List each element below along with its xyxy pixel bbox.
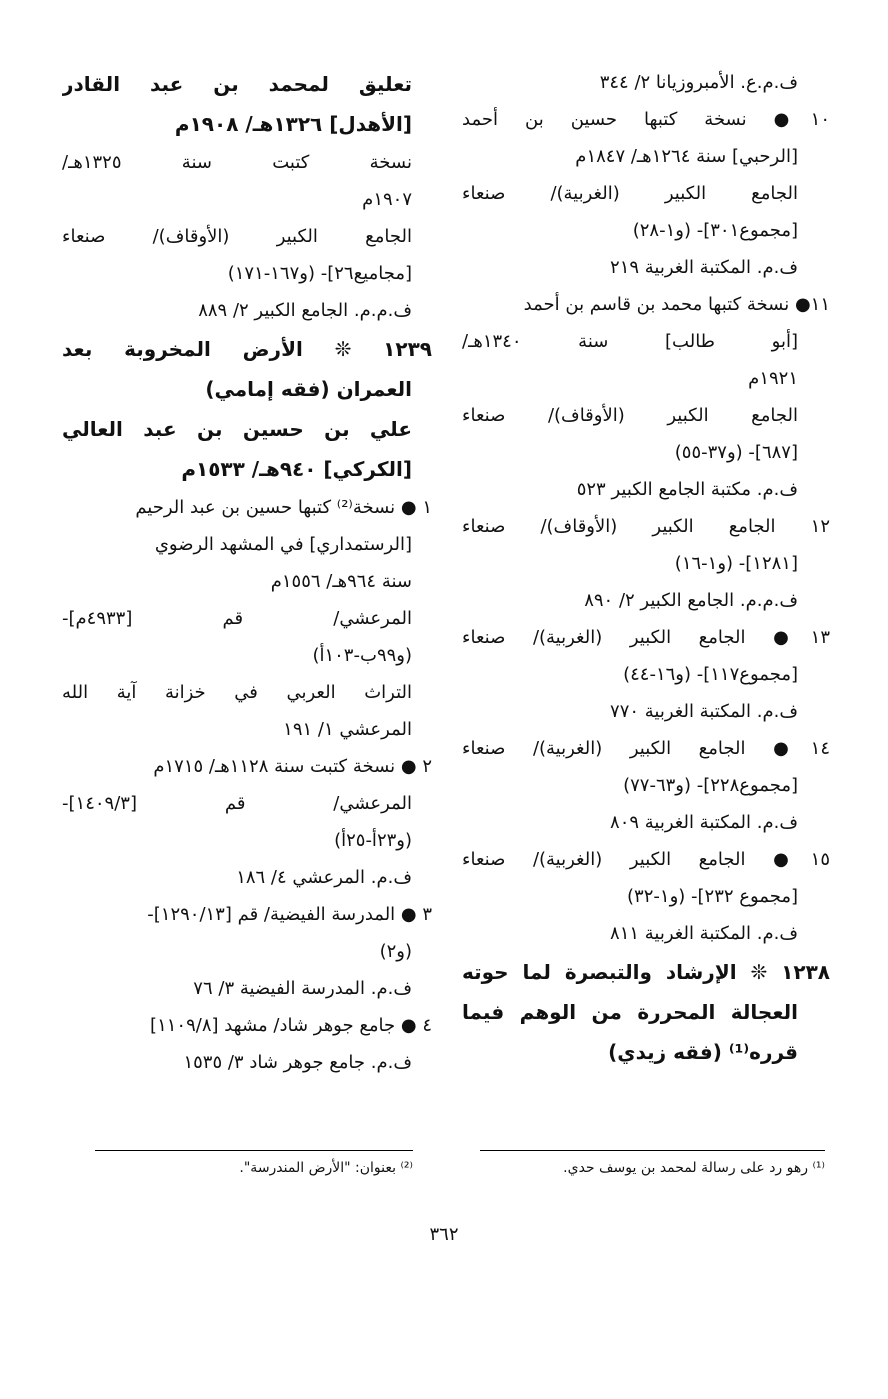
left-column-line: ٣ ● المدرسة الفيضية/ قم [١٢٩٠/١٣]- xyxy=(147,904,432,925)
left-column-line: (و٢) xyxy=(379,941,412,962)
left-column-line: ف.م.م. الجامع الكبير ٢/ ٨٨٩ xyxy=(198,300,412,321)
left-column xyxy=(62,64,432,1081)
left-column-line: الجامع الكبير (الأوقاف)/ صنعاء xyxy=(62,226,412,247)
left-column-line: ١٩٠٧م xyxy=(362,189,412,210)
left-column-line: المرعشي/ قم [١٤٠٩/٣]- xyxy=(62,793,412,814)
right-column-line: ١٢ الجامع الكبير (الأوقاف)/ صنعاء xyxy=(462,516,830,537)
right-column-line: ١٣● الجامع الكبير (الغربية)/ صنعاء xyxy=(462,627,830,648)
left-column-line: ٤ ● جامع جوهر شاد/ مشهد [١١٠٩/٨] xyxy=(150,1015,432,1036)
right-column-line: ف.م.م. الجامع الكبير ٢/ ٨٩٠ xyxy=(584,590,798,611)
right-column-line: ف.م.ع. الأمبروزيانا ٢/ ٣٤٤ xyxy=(599,72,798,93)
right-column-line: [مجموع٢٢٨]- (و٦٣-٧٧) xyxy=(623,775,798,796)
left-column-line: [الأهدل] ١٣٢٦هـ/ ١٩٠٨م xyxy=(174,112,412,136)
left-column-line: ٢ ● نسخة كتبت سنة ١١٢٨هـ/ ١٧١٥م xyxy=(153,756,432,777)
right-column-line: ف.م. المكتبة الغربية ٧٧٠ xyxy=(610,701,798,722)
right-column-line: ١٩٢١م xyxy=(748,368,798,389)
right-column-line: ١١● نسخة كتبها محمد بن قاسم بن أحمد xyxy=(523,294,830,315)
page-number: ٣٦٢ xyxy=(429,1224,459,1245)
footnote-rule-right xyxy=(480,1150,825,1151)
left-column-line: ١ ● نسخة⁽²⁾ كتبها حسين بن عبد الرحيم xyxy=(135,497,432,518)
left-column-line: العمران (فقه إمامي) xyxy=(205,377,412,401)
left-column-line: سنة ٩٦٤هـ/ ١٥٥٦م xyxy=(270,571,412,592)
right-column-line: ١٢٣٨ ❊ الإرشاد والتبصرة لما حوته xyxy=(462,960,830,984)
right-column-line: الجامع الكبير (الغربية)/ صنعاء xyxy=(462,183,798,204)
right-column-line: [مجموع ٢٣٢]- (و١-٣٢) xyxy=(627,886,798,907)
left-column-line: ف.م. المدرسة الفيضية ٣/ ٧٦ xyxy=(193,978,412,999)
right-column-line: [١٢٨١]- (و١-١٦) xyxy=(674,553,798,574)
footnote-rule-left xyxy=(95,1150,413,1151)
right-column-line: قرره⁽¹⁾ (فقه زيدي) xyxy=(608,1040,798,1064)
right-column-line: ف.م. المكتبة الغربية ٨١١ xyxy=(610,923,798,944)
left-column-line: التراث العربي في خزانة آية الله xyxy=(62,682,412,703)
right-column-line: الجامع الكبير (الأوقاف)/ صنعاء xyxy=(462,405,798,426)
left-column-line: علي بن حسين بن عبد العالي xyxy=(62,417,412,441)
right-column-line: ف.م. المكتبة الغربية ٨٠٩ xyxy=(610,812,798,833)
right-column-line: [مجموع١١٧]- (و١٦-٤٤) xyxy=(623,664,798,685)
right-column-line: [٦٨٧]- (و٣٧-٥٥) xyxy=(674,442,798,463)
right-column-line: ١٠● نسخة كتبها حسين بن أحمد xyxy=(462,109,830,130)
left-column-line: المرعشي/ قم [٤٩٣٣م]- xyxy=(62,608,412,629)
left-column-line: [مجاميع٢٦]- (و١٦٧-١٧١) xyxy=(227,263,412,284)
right-column-line: ف.م. المكتبة الغربية ٢١٩ xyxy=(610,257,798,278)
left-column-line: ف.م. جامع جوهر شاد ٣/ ١٥٣٥ xyxy=(183,1052,412,1073)
right-column-line: [أبو طالب] سنة ١٣٤٠هـ/ xyxy=(462,331,798,352)
left-column-line: ١٢٣٩ ❊ الأرض المخروبة بعد xyxy=(62,337,432,361)
left-column-line: (و٢٣أ-٢٥أ) xyxy=(334,830,412,851)
right-column-line: ف.م. مكتبة الجامع الكبير ٥٢٣ xyxy=(576,479,798,500)
left-column-line: نسخة كتبت سنة ١٣٢٥هـ/ xyxy=(62,152,412,173)
right-column xyxy=(462,64,830,1072)
right-column-line: العجالة المحررة من الوهم فيما xyxy=(462,1000,798,1024)
left-column-line: [الرستمداري] في المشهد الرضوي xyxy=(154,534,412,555)
left-column-line: ف.م. المرعشي ٤/ ١٨٦ xyxy=(236,867,412,888)
left-column-line: [الكركي] ٩٤٠هـ/ ١٥٣٣م xyxy=(181,457,412,481)
left-column-line: تعليق لمحمد بن عبد القادر xyxy=(62,72,412,96)
footnote-right: ⁽¹⁾ رهو رد على رسالة لمحمد بن يوسف حدي. xyxy=(563,1160,825,1176)
footnote-left: ⁽²⁾ بعنوان: "الأرض المندرسة". xyxy=(239,1160,413,1176)
right-column-line: ١٥● الجامع الكبير (الغربية)/ صنعاء xyxy=(462,849,830,870)
right-column-line: ١٤● الجامع الكبير (الغربية)/ صنعاء xyxy=(462,738,830,759)
left-column-line: (و٩٩ب-١٠٣أ) xyxy=(312,645,412,666)
right-column-line: [الرحبي] سنة ١٢٦٤هـ/ ١٨٤٧م xyxy=(575,146,798,167)
right-column-line: [مجموع٣٠١]- (و١-٢٨) xyxy=(632,220,798,241)
left-column-line: المرعشي ١/ ١٩١ xyxy=(283,719,412,740)
